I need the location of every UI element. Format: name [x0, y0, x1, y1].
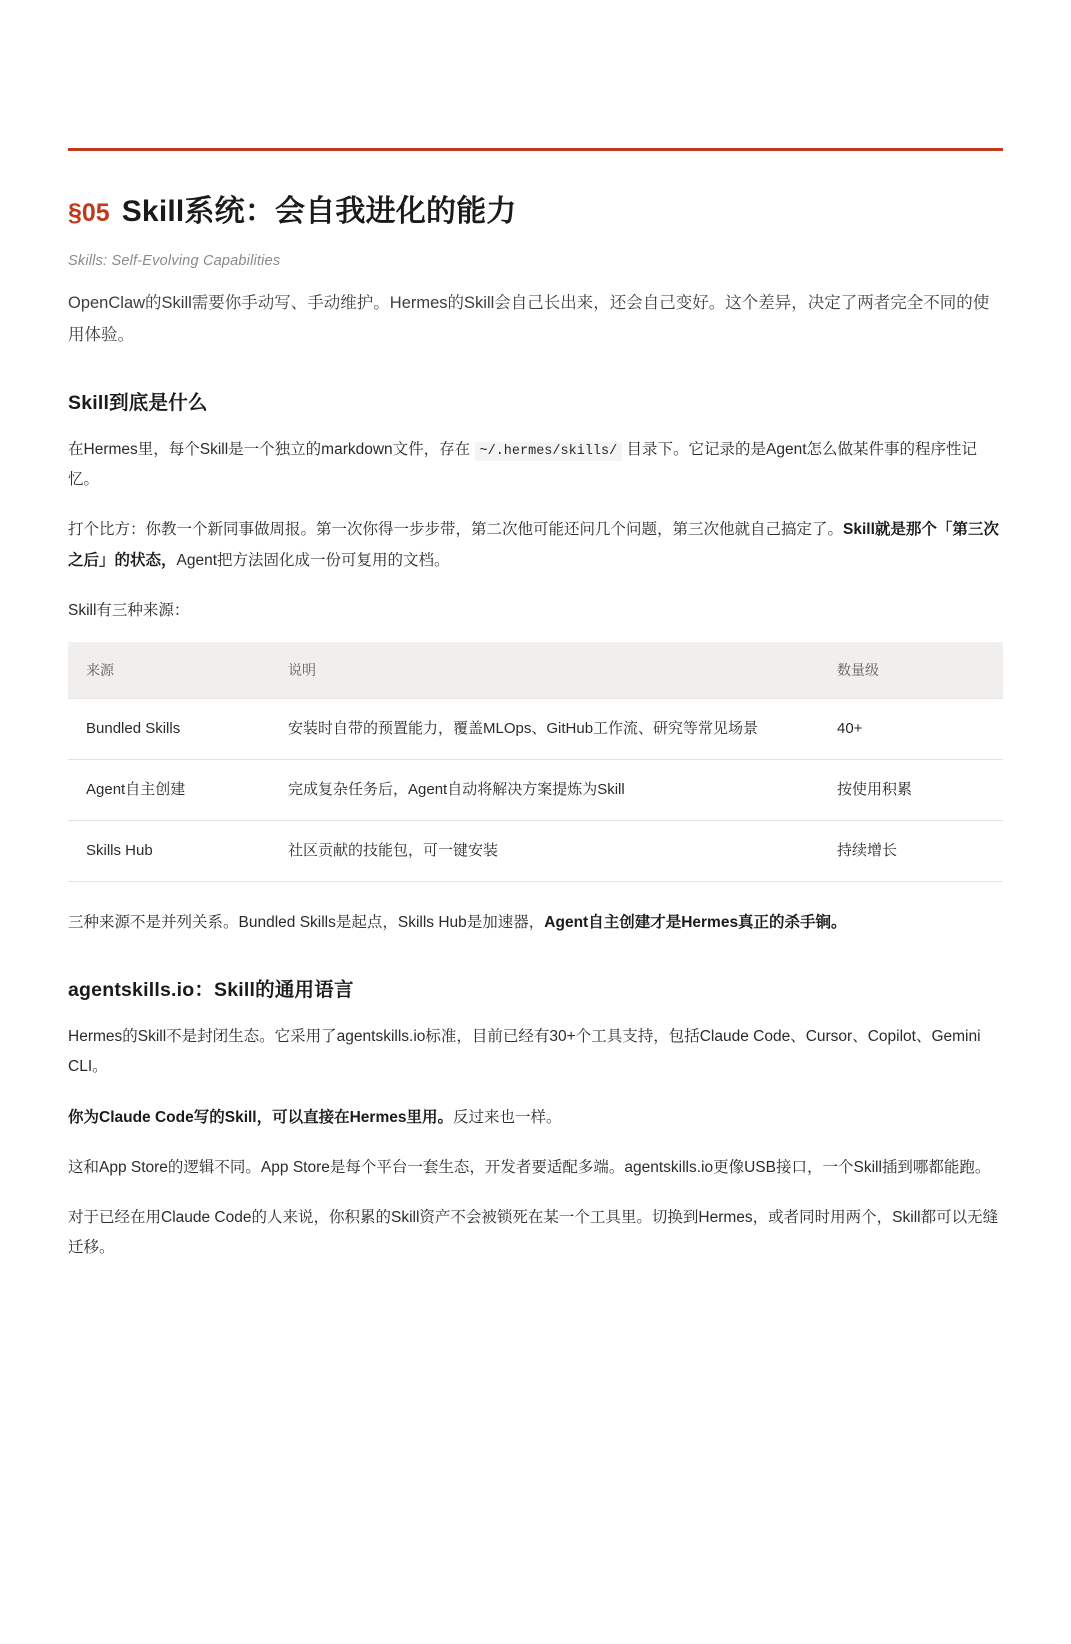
paragraph-text-part: 打个比方：你教一个新同事做周报。第一次你得一步步带，第二次他可能还问几个问题，第三次他就自己搞定了。 [68, 521, 844, 539]
paragraph-migration: 对于已经在用Claude Code的人来说，你积累的Skill资产不会被锁死在某一个工具里。切换到Hermes，或者同时用两个，Skill都可以无缝迁移。 [68, 1209, 999, 1257]
column-header-description: 说明 [272, 642, 821, 699]
table-row [68, 760, 1003, 821]
cell-source: Skills Hub [68, 821, 272, 882]
lead-paragraph: OpenClaw的Skill需要你手动写、手动维护。Hermes的Skill会自己长出来，还会自己变好。这个差异，决定了两者完全不同的使用体验。 [68, 293, 990, 344]
accent-rule [68, 148, 1003, 151]
emphasis-cross-use: 你为Claude Code写的Skill，可以直接在Hermes里用。 [68, 1108, 453, 1126]
table-header-row [68, 642, 1003, 699]
subheading-agentskills-io: agentskills.io：Skill的通用语言 [68, 979, 354, 1002]
subtitle-english: Skills: Self-Evolving Capabilities [68, 252, 281, 269]
paragraph-analogy [68, 515, 1003, 575]
cell-quantity: 按使用积累 [821, 760, 1003, 821]
paragraph-appstore-comparison: 这和App Store的逻辑不同。App Store是每个平台一套生态，开发者要适配多端。agentskills.io更像USB接口，一个Skill插到哪都能跑。 [68, 1158, 991, 1176]
paragraph-three-sources-intro: Skill有三种来源： [68, 601, 190, 619]
column-header-quantity: 数量级 [821, 642, 1003, 699]
table-row [68, 699, 1003, 760]
emphasis-third-time: Skill就是那个「第三次之后」的状态， [68, 521, 999, 569]
paragraph-cross-compatibility [68, 1103, 1003, 1133]
paragraph-text-part: 在Hermes里，每个Skill是一个独立的markdown文件，存在 [68, 440, 471, 458]
column-header-source: 来源 [68, 642, 272, 699]
paragraph-text-part: 反过来也一样。 [452, 1108, 562, 1126]
cell-quantity: 40+ [821, 699, 1003, 760]
paragraph-text-part: 目录下。它记录的是Agent怎么做某件事的程序性记忆。 [68, 440, 978, 489]
section-title-text: Skill系统：会自我进化的能力 [121, 195, 517, 228]
emphasis-killer-feature: Agent自主创建才是Hermes真正的杀手锏。 [544, 914, 847, 932]
cell-description: 社区贡献的技能包，可一键安装 [272, 821, 821, 882]
section-number: §05 [68, 199, 110, 227]
page-title [68, 193, 1003, 231]
cell-description: 安装时自带的预置能力，覆盖MLOps、GitHub工作流、研究等常见场景 [272, 699, 821, 760]
cell-quantity: 持续增长 [821, 821, 1003, 882]
paragraph-skill-definition [68, 435, 1003, 496]
cell-description: 完成复杂任务后，Agent自动将解决方案提炼为Skill [272, 760, 821, 821]
cell-source: Bundled Skills [68, 699, 272, 760]
subheading-what-is-skill: Skill到底是什么 [68, 391, 208, 414]
paragraph-text-part: Agent把方法固化成一份可复用的文档。 [176, 551, 450, 569]
paragraph-sources-conclusion [68, 908, 1003, 938]
table-row [68, 821, 1003, 882]
page-bottom-spacer [68, 1284, 1003, 1584]
cell-source: Agent自主创建 [68, 760, 272, 821]
skill-sources-table [68, 642, 1003, 882]
paragraph-open-standard: Hermes的Skill不是封闭生态。它采用了agentskills.io标准，目前已经有30+个工具支持，包括Claude Code、Cursor、Copilot、Gemini CLI。 [68, 1028, 981, 1076]
paragraph-text-part: 三种来源不是并列关系。Bundled Skills是起点，Skills Hub是加速器， [68, 914, 545, 932]
code-skills-path: ~/.hermes/skills/ [475, 442, 623, 461]
